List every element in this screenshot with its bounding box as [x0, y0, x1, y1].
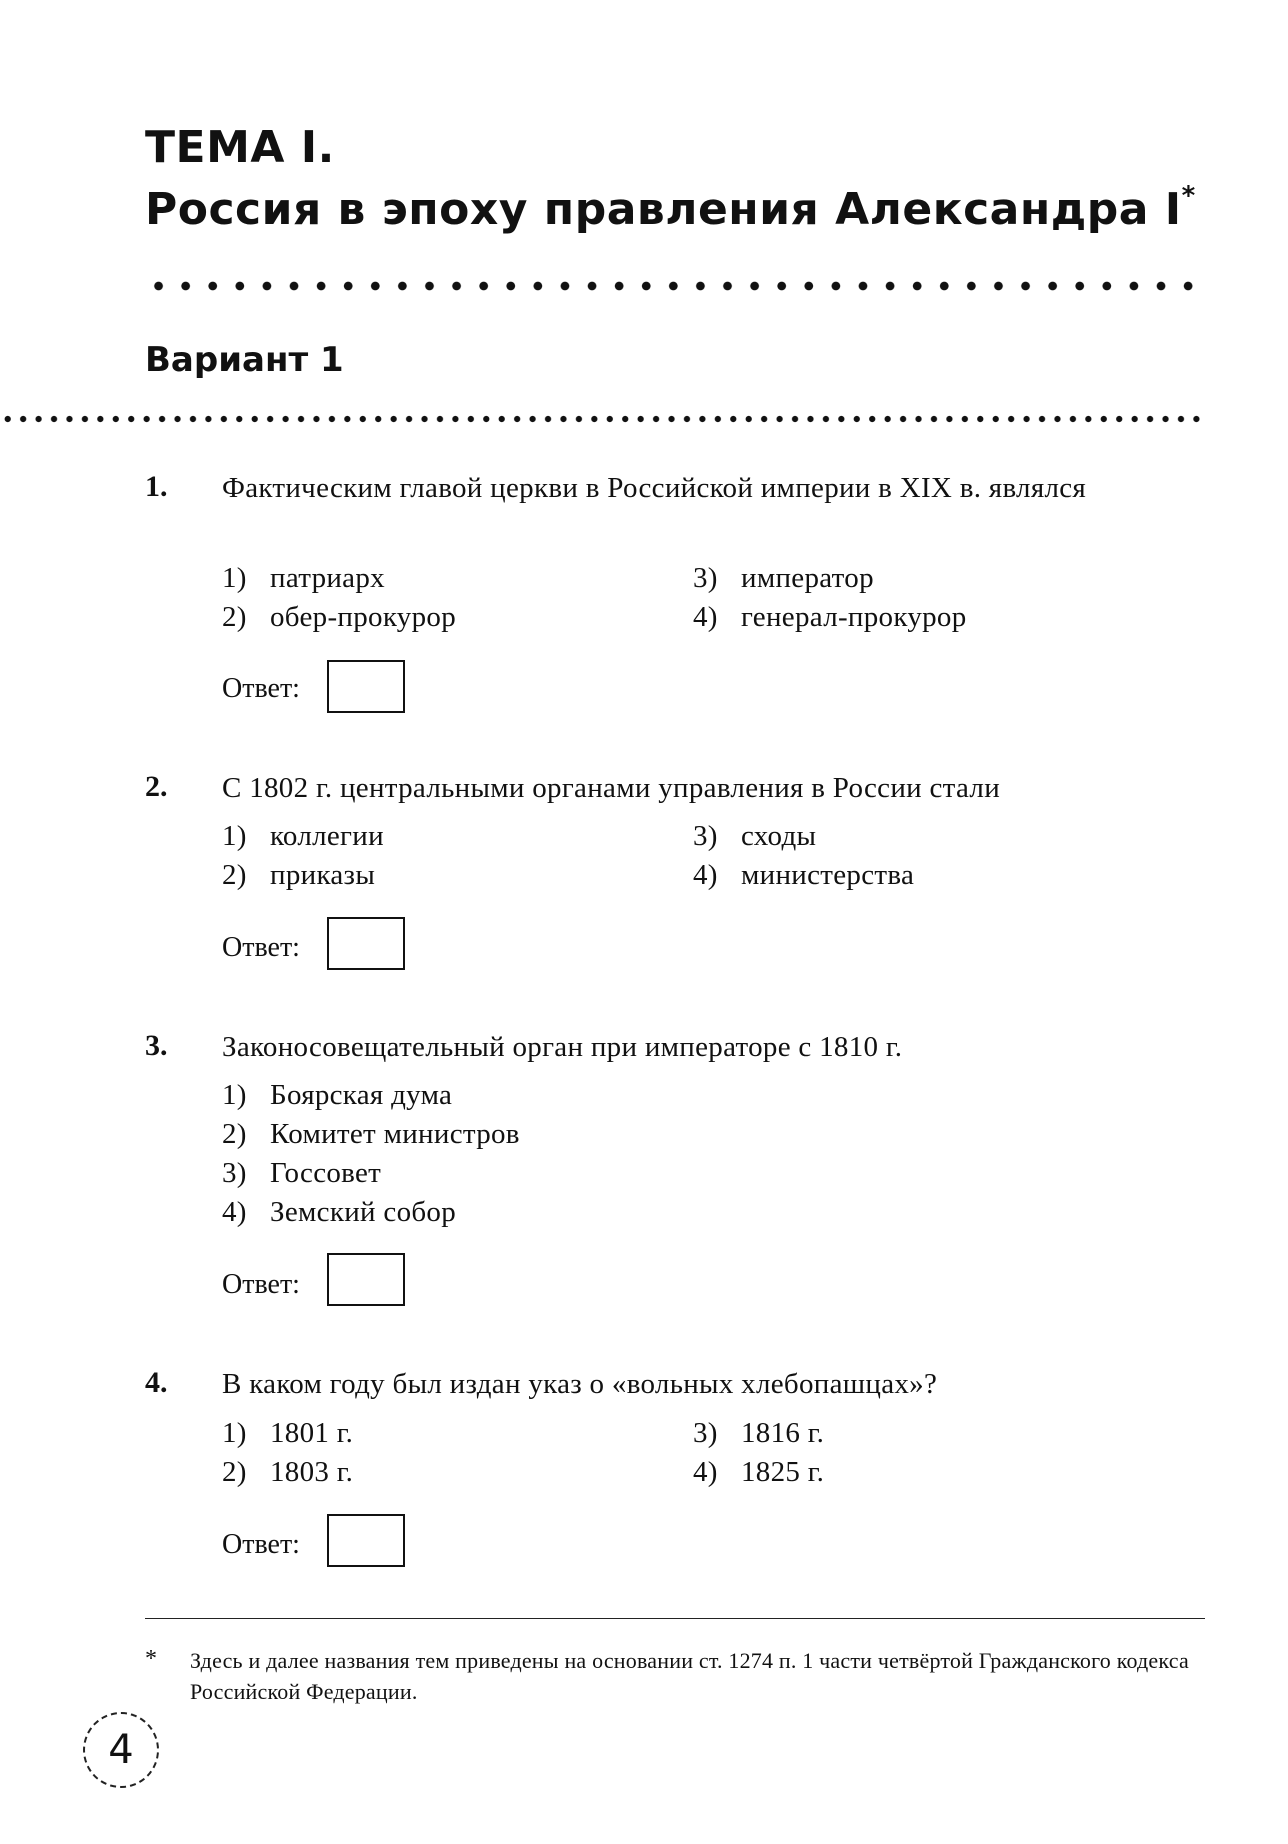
q1-option-4-number: 4) — [693, 601, 718, 633]
q1-option-4[interactable] — [693, 601, 967, 634]
q4-option-4[interactable] — [693, 1456, 824, 1489]
q2-option-1-text: коллегии — [270, 820, 384, 852]
q3-option-2-number: 2) — [222, 1118, 247, 1150]
footnote-mark: * — [145, 1646, 157, 1672]
q1-option-2-number: 2) — [222, 601, 247, 633]
q4-option-1-number: 1) — [222, 1417, 247, 1449]
q4-option-4-text: 1825 г. — [741, 1456, 825, 1488]
q3-option-3-text: Госсовет — [270, 1157, 382, 1189]
q1-option-2[interactable] — [222, 601, 456, 634]
topic-title-line1: ТЕМА I. — [145, 122, 335, 173]
q4-option-1[interactable] — [222, 1417, 353, 1450]
q2-option-1[interactable] — [222, 820, 384, 853]
question-3-number: 3. — [145, 1029, 168, 1062]
q2-answer-box[interactable] — [327, 917, 405, 970]
q4-option-2[interactable] — [222, 1456, 353, 1489]
q3-answer-box[interactable] — [327, 1253, 405, 1306]
q1-option-3[interactable] — [693, 562, 874, 595]
q1-option-1-text: патриарх — [270, 562, 385, 594]
q1-answer-box[interactable] — [327, 660, 405, 713]
q4-answer-box[interactable] — [327, 1514, 405, 1567]
dotted-divider-bottom — [0, 415, 1205, 423]
q4-option-2-number: 2) — [222, 1456, 247, 1488]
q3-option-2-text: Комитет министров — [270, 1118, 520, 1150]
q2-option-2-text: приказы — [270, 859, 376, 891]
q4-option-1-text: 1801 г. — [270, 1417, 354, 1449]
q1-option-2-text: обер-прокурор — [270, 601, 456, 633]
q2-answer-label: Ответ: — [222, 932, 300, 963]
question-1-number: 1. — [145, 470, 168, 503]
footnote-rule — [145, 1618, 1205, 1619]
q1-option-3-text: император — [741, 562, 874, 594]
title-footnote-mark: * — [1181, 181, 1196, 211]
q3-option-4-number: 4) — [222, 1196, 247, 1228]
topic-title-text: Россия в эпоху правления Александра I — [145, 184, 1182, 235]
q3-option-1-text: Боярская дума — [270, 1079, 453, 1111]
q4-option-4-number: 4) — [693, 1456, 718, 1488]
question-2-number: 2. — [145, 770, 168, 803]
q3-option-3[interactable] — [222, 1157, 381, 1190]
q2-option-2[interactable] — [222, 859, 375, 892]
q3-option-4-text: Земский собор — [270, 1196, 457, 1228]
page-number: 4 — [83, 1712, 159, 1788]
q3-option-4[interactable] — [222, 1196, 456, 1229]
q2-option-3[interactable] — [693, 820, 816, 853]
q3-option-3-number: 3) — [222, 1157, 247, 1189]
q1-option-1-number: 1) — [222, 562, 247, 594]
footnote-text: Здесь и далее названия тем приведены на основании ст. 1274 п. 1 части четвёртой Гражданского кодекса Российской Федерации. — [190, 1648, 1189, 1704]
q4-answer-label: Ответ: — [222, 1529, 300, 1560]
q1-option-3-number: 3) — [693, 562, 718, 594]
topic-title-line2 — [145, 181, 1196, 235]
question-4-text: В каком году был издан указ о «вольных хлебопашцах»? — [222, 1368, 938, 1400]
q2-option-4[interactable] — [693, 859, 914, 892]
variant-heading: Вариант 1 — [145, 340, 344, 380]
question-4-number: 4. — [145, 1366, 168, 1399]
q3-option-1[interactable] — [222, 1079, 452, 1112]
q2-option-4-number: 4) — [693, 859, 718, 891]
q2-option-1-number: 1) — [222, 820, 247, 852]
q2-option-2-number: 2) — [222, 859, 247, 891]
question-2-text: С 1802 г. центральными органами управления в России стали — [222, 772, 1001, 804]
dotted-divider-top — [145, 280, 1202, 292]
q4-option-3-number: 3) — [693, 1417, 718, 1449]
q2-option-4-text: министерства — [741, 859, 915, 891]
q1-option-4-text: генерал-прокурор — [741, 601, 967, 633]
question-1-text: Фактическим главой церкви в Российской империи в XIX в. являлся — [222, 472, 1087, 504]
q3-option-1-number: 1) — [222, 1079, 247, 1111]
q1-option-1[interactable] — [222, 562, 385, 595]
q2-option-3-number: 3) — [693, 820, 718, 852]
q2-option-3-text: сходы — [741, 820, 817, 852]
q3-option-2[interactable] — [222, 1118, 520, 1151]
q4-option-3[interactable] — [693, 1417, 824, 1450]
q4-option-2-text: 1803 г. — [270, 1456, 354, 1488]
q1-answer-label: Ответ: — [222, 673, 300, 704]
question-3-text: Законосовещательный орган при императоре с 1810 г. — [222, 1031, 903, 1063]
q4-option-3-text: 1816 г. — [741, 1417, 825, 1449]
q3-answer-label: Ответ: — [222, 1269, 300, 1300]
